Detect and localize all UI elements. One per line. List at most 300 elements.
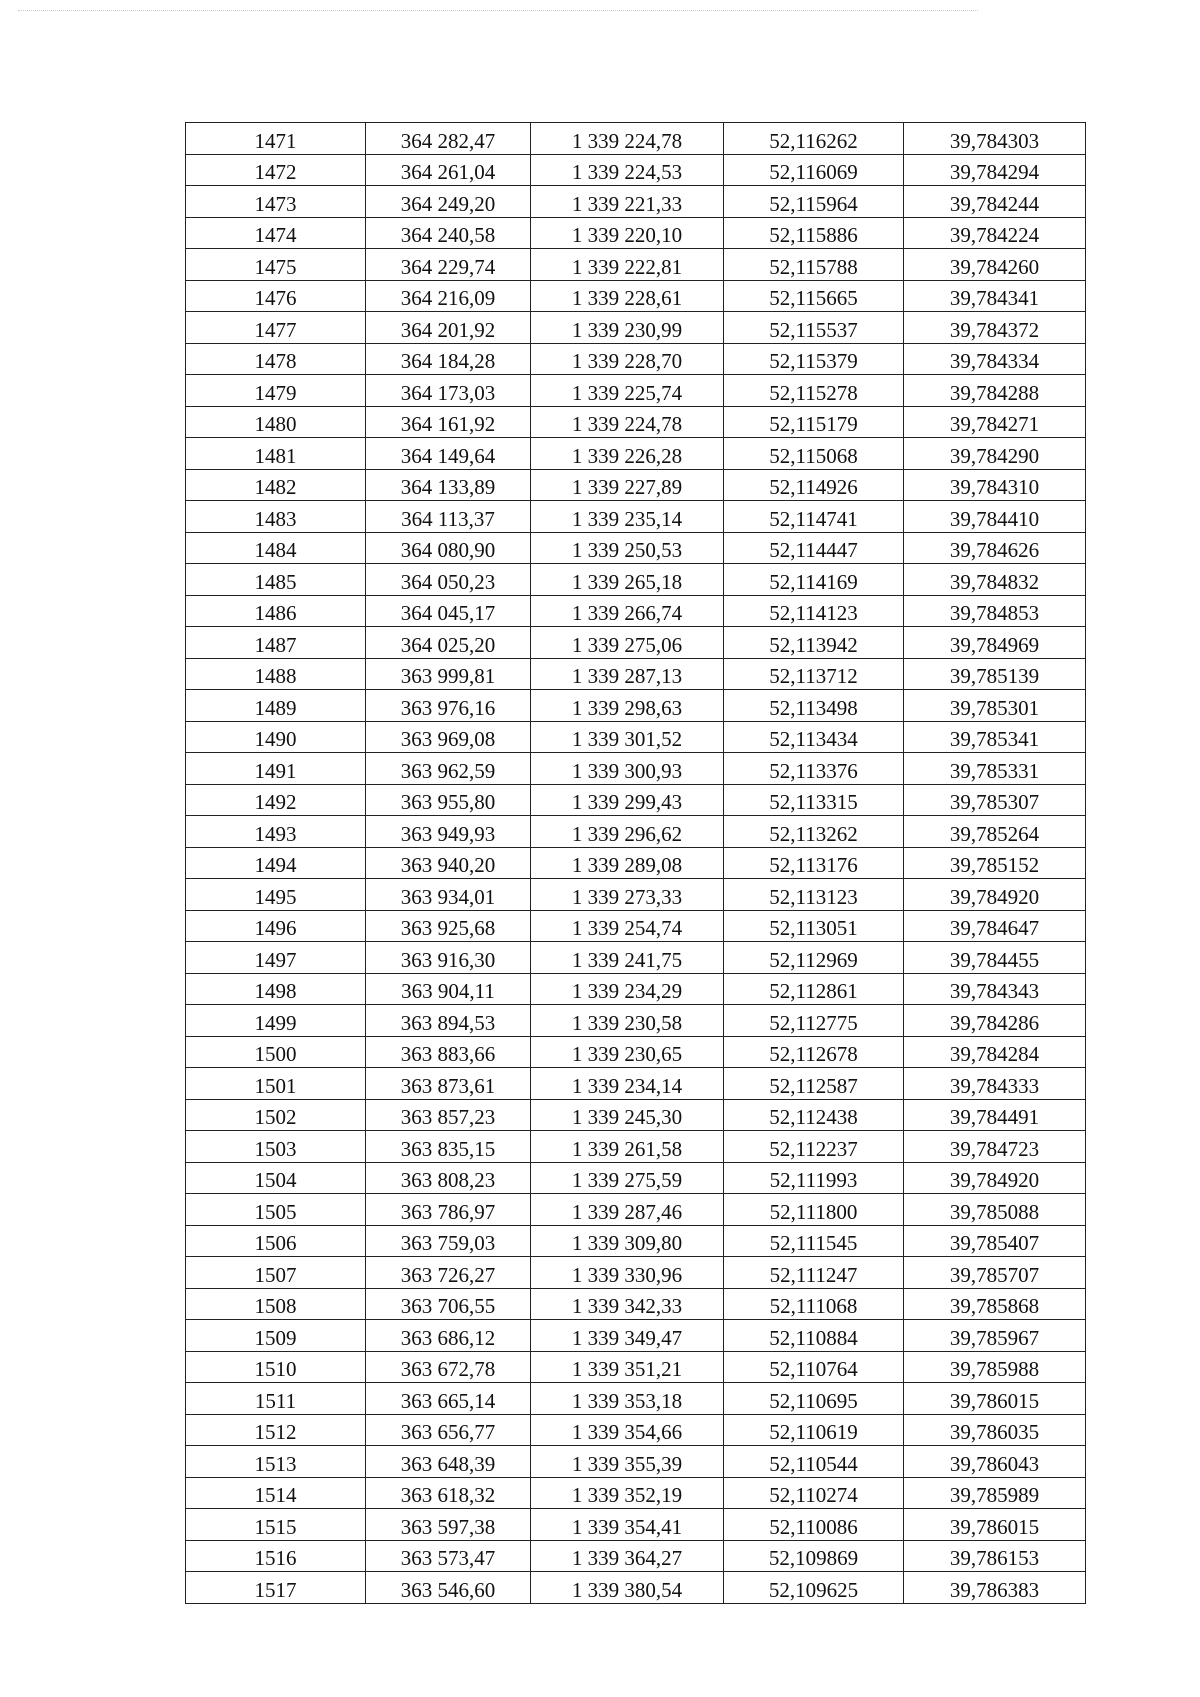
cell-text: 52,109625	[768, 1577, 859, 1602]
cell-text: 1478	[254, 349, 297, 373]
longitude-cell	[904, 1068, 1086, 1100]
point-number-cell	[186, 375, 366, 407]
cell-text: 363 546,60	[400, 1577, 496, 1602]
latitude-cell	[724, 721, 904, 753]
x-coordinate-cell	[366, 1288, 531, 1320]
cell-text: 1 339 364,27	[571, 1546, 683, 1570]
cell-text: 364 249,20	[400, 191, 496, 216]
longitude-cell	[904, 784, 1086, 816]
cell-text: 1508	[254, 1294, 297, 1318]
latitude-cell	[724, 1320, 904, 1352]
cell-text: 52,115537	[769, 317, 858, 342]
cell-text: 363 916,30	[400, 947, 496, 972]
cell-text: 52,113262	[769, 821, 858, 846]
x-coordinate-cell	[366, 501, 531, 533]
latitude-cell	[724, 1509, 904, 1541]
cell-text: 364 113,37	[401, 506, 495, 531]
longitude-cell	[904, 879, 1086, 911]
table-row	[186, 1540, 1086, 1572]
table-row	[186, 1477, 1086, 1509]
cell-text: 52,114741	[769, 506, 858, 531]
latitude-cell	[724, 1288, 904, 1320]
cell-text: 39,784260	[949, 254, 1040, 279]
cell-text: 364 080,90	[400, 538, 496, 562]
longitude-cell	[904, 532, 1086, 564]
cell-text: 364 133,89	[400, 475, 496, 499]
cell-text: 364 216,09	[400, 286, 496, 310]
cell-text: 1 339 224,78	[571, 128, 683, 153]
table-row	[186, 942, 1086, 974]
longitude-cell	[904, 1509, 1086, 1541]
y-coordinate-cell	[531, 217, 724, 249]
table-row	[186, 1446, 1086, 1478]
cell-text: 39,784626	[949, 538, 1040, 562]
cell-text: 39,784290	[949, 443, 1040, 468]
cell-text: 1486	[254, 601, 297, 625]
cell-text: 363 873,61	[400, 1073, 496, 1098]
cell-text: 1497	[254, 947, 297, 972]
y-coordinate-cell	[531, 595, 724, 627]
point-number-cell	[186, 469, 366, 501]
point-number-cell	[186, 1540, 366, 1572]
y-coordinate-cell	[531, 1509, 724, 1541]
cell-text: 1473	[254, 191, 297, 216]
cell-text: 1 339 380,54	[571, 1577, 683, 1602]
cell-text: 363 976,16	[400, 695, 496, 720]
table-row	[186, 1572, 1086, 1604]
longitude-cell	[904, 721, 1086, 753]
cell-text: 1 339 301,52	[571, 727, 683, 751]
y-coordinate-cell	[531, 343, 724, 375]
cell-text: 1516	[254, 1546, 297, 1570]
cell-text: 1501	[254, 1073, 297, 1098]
x-coordinate-cell	[366, 721, 531, 753]
cell-text: 1512	[254, 1420, 297, 1444]
x-coordinate-cell	[366, 1446, 531, 1478]
table-row	[186, 784, 1086, 816]
cell-text: 1 339 349,47	[571, 1325, 683, 1350]
y-coordinate-cell	[531, 1320, 724, 1352]
x-coordinate-cell	[366, 217, 531, 249]
cell-text: 1505	[254, 1199, 297, 1224]
x-coordinate-cell	[366, 1477, 531, 1509]
cell-text: 1 339 226,28	[571, 443, 683, 468]
cell-text: 363 686,12	[400, 1325, 496, 1350]
x-coordinate-cell	[366, 1131, 531, 1163]
cell-text: 363 925,68	[400, 916, 496, 940]
y-coordinate-cell	[531, 1005, 724, 1037]
point-number-cell	[186, 1477, 366, 1509]
cell-text: 1 339 235,14	[571, 506, 683, 531]
cell-text: 39,785331	[949, 758, 1040, 783]
cell-text: 1 339 265,18	[571, 569, 683, 594]
x-coordinate-cell	[366, 438, 531, 470]
cell-text: 1 339 254,74	[571, 916, 683, 940]
table-row	[186, 879, 1086, 911]
cell-text: 1506	[254, 1231, 297, 1255]
longitude-cell	[904, 1194, 1086, 1226]
latitude-cell	[724, 1351, 904, 1383]
longitude-cell	[904, 942, 1086, 974]
latitude-cell	[724, 1162, 904, 1194]
longitude-cell	[904, 847, 1086, 879]
cell-text: 363 969,08	[400, 727, 496, 751]
x-coordinate-cell	[366, 879, 531, 911]
point-number-cell	[186, 1068, 366, 1100]
x-coordinate-cell	[366, 627, 531, 659]
table-row	[186, 753, 1086, 785]
cell-text: 1491	[254, 758, 297, 783]
table-row	[186, 1320, 1086, 1352]
x-coordinate-cell	[366, 595, 531, 627]
cell-text: 1517	[254, 1577, 297, 1602]
cell-text: 1 339 287,46	[571, 1199, 683, 1224]
cell-text: 364 161,92	[400, 412, 496, 436]
y-coordinate-cell	[531, 1414, 724, 1446]
cell-text: 1 339 220,10	[571, 223, 683, 247]
cell-text: 363 894,53	[400, 1010, 496, 1035]
latitude-cell	[724, 1005, 904, 1037]
latitude-cell	[724, 217, 904, 249]
longitude-cell	[904, 1572, 1086, 1604]
x-coordinate-cell	[366, 1099, 531, 1131]
y-coordinate-cell	[531, 721, 724, 753]
table-row	[186, 438, 1086, 470]
cell-text: 363 759,03	[400, 1231, 496, 1255]
cell-text: 39,785407	[949, 1231, 1040, 1255]
point-number-cell	[186, 627, 366, 659]
latitude-cell	[724, 438, 904, 470]
longitude-cell	[904, 438, 1086, 470]
cell-text: 1481	[254, 443, 297, 468]
cell-text: 39,785707	[949, 1262, 1040, 1287]
y-coordinate-cell	[531, 469, 724, 501]
cell-text: 39,785868	[949, 1294, 1040, 1318]
cell-text: 364 282,47	[400, 128, 496, 153]
longitude-cell	[904, 186, 1086, 218]
longitude-cell	[904, 564, 1086, 596]
cell-text: 52,111545	[769, 1231, 858, 1255]
cell-text: 1499	[254, 1010, 297, 1035]
cell-text: 364 229,74	[400, 254, 496, 279]
cell-text: 52,112775	[769, 1010, 858, 1035]
cell-text: 1513	[254, 1451, 297, 1476]
cell-text: 1509	[254, 1325, 297, 1350]
longitude-cell	[904, 217, 1086, 249]
cell-text: 1503	[254, 1136, 297, 1161]
x-coordinate-cell	[366, 658, 531, 690]
cell-text: 363 808,23	[400, 1168, 496, 1192]
point-number-cell	[186, 753, 366, 785]
cell-text: 364 240,58	[400, 223, 496, 247]
point-number-cell	[186, 564, 366, 596]
cell-text: 1 339 299,43	[571, 790, 683, 814]
y-coordinate-cell	[531, 658, 724, 690]
longitude-cell	[904, 627, 1086, 659]
point-number-cell	[186, 217, 366, 249]
coordinates-table	[185, 122, 1086, 1604]
cell-text: 1 339 342,33	[571, 1294, 683, 1318]
point-number-cell	[186, 1320, 366, 1352]
latitude-cell	[724, 123, 904, 155]
cell-text: 363 904,11	[401, 979, 495, 1003]
cell-text: 1 339 353,18	[571, 1388, 683, 1413]
y-coordinate-cell	[531, 1068, 724, 1100]
longitude-cell	[904, 154, 1086, 186]
latitude-cell	[724, 501, 904, 533]
x-coordinate-cell	[366, 690, 531, 722]
latitude-cell	[724, 1414, 904, 1446]
latitude-cell	[724, 753, 904, 785]
cell-text: 363 949,93	[400, 821, 496, 846]
x-coordinate-cell	[366, 312, 531, 344]
latitude-cell	[724, 1257, 904, 1289]
cell-text: 1483	[254, 506, 297, 531]
cell-text: 52,115379	[769, 349, 858, 373]
longitude-cell	[904, 658, 1086, 690]
x-coordinate-cell	[366, 1036, 531, 1068]
y-coordinate-cell	[531, 438, 724, 470]
cell-text: 1 339 300,93	[571, 758, 683, 783]
cell-text: 1 339 228,61	[571, 286, 683, 310]
cell-text: 1487	[254, 632, 297, 657]
table-row	[186, 1068, 1086, 1100]
cell-text: 1490	[254, 727, 297, 751]
table-row	[186, 1099, 1086, 1131]
cell-text: 52,115886	[769, 223, 858, 247]
cell-text: 52,113434	[769, 727, 858, 751]
point-number-cell	[186, 942, 366, 974]
cell-text: 1488	[254, 664, 297, 688]
y-coordinate-cell	[531, 532, 724, 564]
cell-text: 364 050,23	[400, 569, 496, 594]
cell-text: 363 648,39	[400, 1451, 496, 1476]
cell-text: 52,112678	[769, 1042, 858, 1066]
cell-text: 1504	[254, 1168, 297, 1192]
cell-text: 39,784294	[949, 160, 1040, 184]
cell-text: 363 597,38	[400, 1514, 496, 1539]
cell-text: 39,784455	[949, 947, 1040, 972]
latitude-cell	[724, 280, 904, 312]
cell-text: 39,786035	[949, 1420, 1040, 1444]
longitude-cell	[904, 1477, 1086, 1509]
point-number-cell	[186, 816, 366, 848]
cell-text: 52,110764	[769, 1357, 858, 1381]
cell-text: 52,113315	[769, 790, 858, 814]
longitude-cell	[904, 816, 1086, 848]
cell-text: 39,784303	[949, 128, 1040, 153]
x-coordinate-cell	[366, 469, 531, 501]
cell-text: 39,785307	[949, 790, 1040, 814]
y-coordinate-cell	[531, 1288, 724, 1320]
y-coordinate-cell	[531, 1572, 724, 1604]
cell-text: 363 786,97	[400, 1199, 496, 1224]
table-row	[186, 1257, 1086, 1289]
y-coordinate-cell	[531, 1194, 724, 1226]
point-number-cell	[186, 1162, 366, 1194]
cell-text: 1 339 355,39	[571, 1451, 683, 1476]
table-row	[186, 1131, 1086, 1163]
table-row	[186, 1288, 1086, 1320]
table-row	[186, 217, 1086, 249]
latitude-cell	[724, 1131, 904, 1163]
point-number-cell	[186, 658, 366, 690]
longitude-cell	[904, 1540, 1086, 1572]
longitude-cell	[904, 1446, 1086, 1478]
cell-text: 52,111993	[769, 1168, 858, 1192]
cell-text: 1484	[254, 538, 297, 562]
cell-text: 52,115788	[769, 254, 858, 279]
cell-text: 364 149,64	[400, 443, 496, 468]
latitude-cell	[724, 312, 904, 344]
point-number-cell	[186, 1194, 366, 1226]
cell-text: 52,113051	[769, 916, 858, 940]
cell-text: 39,784310	[949, 475, 1040, 499]
cell-text: 1 339 273,33	[571, 884, 683, 909]
cell-text: 52,111247	[769, 1262, 858, 1287]
point-number-cell	[186, 154, 366, 186]
longitude-cell	[904, 469, 1086, 501]
cell-text: 1494	[254, 853, 297, 877]
coordinates-table-body	[186, 123, 1086, 1604]
cell-text: 1496	[254, 916, 297, 940]
latitude-cell	[724, 1068, 904, 1100]
y-coordinate-cell	[531, 690, 724, 722]
y-coordinate-cell	[531, 784, 724, 816]
cell-text: 1514	[254, 1483, 297, 1507]
point-number-cell	[186, 249, 366, 281]
cell-text: 39,784920	[949, 1168, 1040, 1192]
cell-text: 1 339 275,06	[571, 632, 683, 657]
y-coordinate-cell	[531, 1225, 724, 1257]
longitude-cell	[904, 595, 1086, 627]
table-row	[186, 406, 1086, 438]
y-coordinate-cell	[531, 123, 724, 155]
longitude-cell	[904, 280, 1086, 312]
x-coordinate-cell	[366, 1572, 531, 1604]
table-row	[186, 816, 1086, 848]
cell-text: 39,786015	[949, 1514, 1040, 1539]
cell-text: 52,110274	[769, 1483, 858, 1507]
cell-text: 1498	[254, 979, 297, 1003]
x-coordinate-cell	[366, 1194, 531, 1226]
table-row	[186, 1005, 1086, 1037]
latitude-cell	[724, 406, 904, 438]
cell-text: 1502	[254, 1105, 297, 1129]
latitude-cell	[724, 532, 904, 564]
point-number-cell	[186, 312, 366, 344]
cell-text: 363 706,55	[400, 1294, 496, 1318]
latitude-cell	[724, 658, 904, 690]
point-number-cell	[186, 1131, 366, 1163]
longitude-cell	[904, 753, 1086, 785]
y-coordinate-cell	[531, 249, 724, 281]
cell-text: 1480	[254, 412, 297, 436]
cell-text: 1 339 309,80	[571, 1231, 683, 1255]
cell-text: 364 025,20	[400, 632, 496, 657]
point-number-cell	[186, 1005, 366, 1037]
table-row	[186, 343, 1086, 375]
cell-text: 363 835,15	[400, 1136, 496, 1161]
cell-text: 52,115179	[769, 412, 858, 436]
cell-text: 1472	[254, 160, 297, 184]
cell-text: 1 339 352,19	[571, 1483, 683, 1507]
cell-text: 52,113123	[769, 884, 858, 909]
x-coordinate-cell	[366, 280, 531, 312]
cell-text: 363 955,80	[400, 790, 496, 814]
point-number-cell	[186, 438, 366, 470]
longitude-cell	[904, 375, 1086, 407]
x-coordinate-cell	[366, 784, 531, 816]
cell-text: 1515	[254, 1514, 297, 1539]
x-coordinate-cell	[366, 343, 531, 375]
point-number-cell	[186, 973, 366, 1005]
cell-text: 39,786015	[949, 1388, 1040, 1413]
cell-text: 1 339 225,74	[571, 380, 683, 405]
cell-text: 1511	[254, 1388, 297, 1413]
cell-text: 52,112237	[769, 1136, 858, 1161]
table-row	[186, 1036, 1086, 1068]
cell-text: 52,110086	[769, 1514, 858, 1539]
longitude-cell	[904, 973, 1086, 1005]
cell-text: 52,116069	[769, 160, 858, 184]
latitude-cell	[724, 690, 904, 722]
cell-text: 363 672,78	[400, 1357, 496, 1381]
cell-text: 1510	[254, 1357, 297, 1381]
x-coordinate-cell	[366, 973, 531, 1005]
cell-text: 39,786043	[949, 1451, 1040, 1476]
latitude-cell	[724, 1194, 904, 1226]
y-coordinate-cell	[531, 154, 724, 186]
point-number-cell	[186, 595, 366, 627]
table-row	[186, 690, 1086, 722]
cell-text: 39,784410	[949, 506, 1040, 531]
cell-text: 52,113942	[769, 632, 858, 657]
cell-text: 1 339 224,78	[571, 412, 683, 436]
cell-text: 52,110544	[769, 1451, 858, 1476]
point-number-cell	[186, 186, 366, 218]
cell-text: 1 339 261,58	[571, 1136, 683, 1161]
cell-text: 39,784244	[949, 191, 1040, 216]
cell-text: 39,785988	[949, 1357, 1040, 1381]
longitude-cell	[904, 501, 1086, 533]
latitude-cell	[724, 942, 904, 974]
cell-text: 52,112587	[769, 1073, 858, 1098]
page-top-scan-line	[18, 10, 978, 11]
cell-text: 363 573,47	[400, 1546, 496, 1570]
cell-text: 52,112438	[769, 1105, 858, 1129]
cell-text: 52,110695	[769, 1388, 858, 1413]
point-number-cell	[186, 910, 366, 942]
y-coordinate-cell	[531, 879, 724, 911]
cell-text: 364 201,92	[400, 317, 496, 342]
latitude-cell	[724, 847, 904, 879]
table-row	[186, 1225, 1086, 1257]
latitude-cell	[724, 879, 904, 911]
cell-text: 52,113712	[769, 664, 858, 688]
cell-text: 363 934,01	[400, 884, 496, 909]
x-coordinate-cell	[366, 375, 531, 407]
cell-text: 363 726,27	[400, 1262, 496, 1287]
point-number-cell	[186, 1288, 366, 1320]
x-coordinate-cell	[366, 1509, 531, 1541]
y-coordinate-cell	[531, 1540, 724, 1572]
cell-text: 1474	[254, 223, 297, 247]
longitude-cell	[904, 1320, 1086, 1352]
cell-text: 1 339 230,58	[571, 1010, 683, 1035]
point-number-cell	[186, 1225, 366, 1257]
cell-text: 39,784288	[949, 380, 1040, 405]
